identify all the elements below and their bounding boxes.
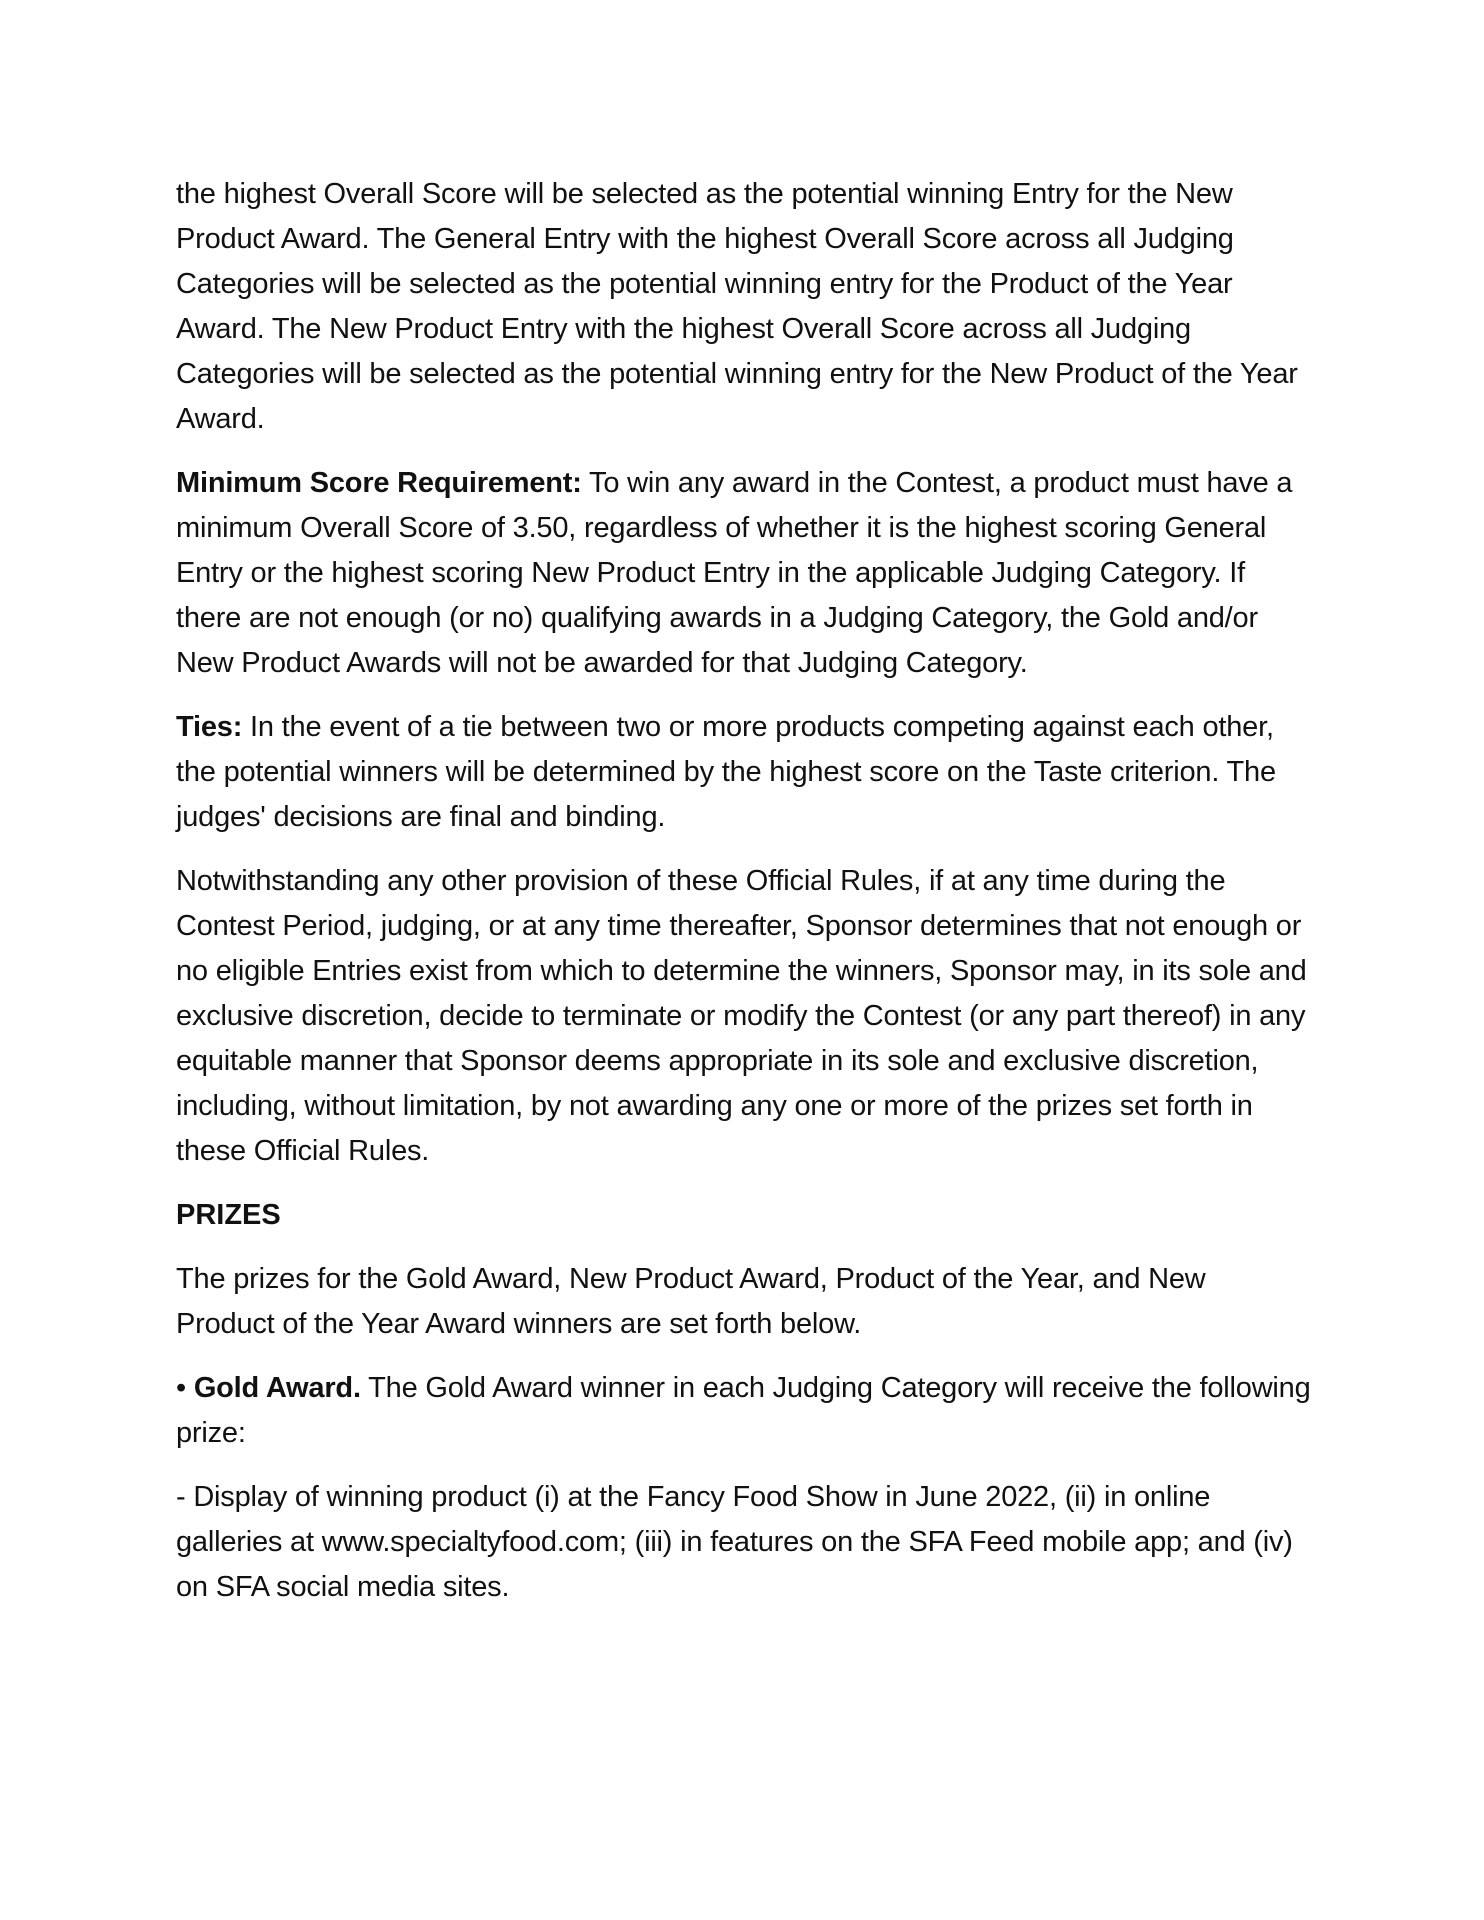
- prizes-intro: The prizes for the Gold Award, New Product Award, Product of the Year, and New Product of the Year Award winners are set forth below.: [176, 1263, 1206, 1340]
- paragraph-ties: [176, 705, 1311, 840]
- minimum-score-text: To win any award in the Contest, a product must have a minimum Overall Score of 3.50, regardless of whether it is the highest scoring General Entry or the highest scoring New Product Entry in the applicable Judging Category. If there are not enough (or no) qualifying awards in a Judging Category, the Gold and/or New Product Awards will not be awarded for that Judging Category.: [176, 467, 1293, 679]
- minimum-score-label: Minimum Score Requirement:: [176, 467, 582, 499]
- paragraph-minimum-score: [176, 461, 1311, 686]
- gold-award-label: Gold Award.: [193, 1372, 361, 1404]
- ties-label: Ties:: [176, 711, 243, 743]
- prizes-heading: PRIZES: [176, 1199, 281, 1231]
- gold-award-text: The Gold Award winner in each Judging Category will receive the following prize:: [176, 1372, 1311, 1449]
- gold-award-prize: - Display of winning product (i) at the Fancy Food Show in June 2022, (ii) in online galleries at www.specialtyfood.com; (iii) in features on the SFA Feed mobile app; and (iv) on SFA social media sites.: [176, 1481, 1293, 1603]
- document-page: [176, 172, 1311, 1629]
- gold-award-bullet: [176, 1366, 1311, 1456]
- bullet-marker: •: [176, 1372, 194, 1404]
- ties-text: In the event of a tie between two or more products competing against each other, the potential winners will be determined by the highest score on the Taste criterion. The judges' decisions are final and binding.: [176, 711, 1276, 833]
- paragraph-award-selection: the highest Overall Score will be selected as the potential winning Entry for the New Product Award. The General Entry with the highest Overall Score across all Judging Categories will be selected as the potential winning entry for the Product of the Year Award. The New Product Entry with the highest Overall Score across all Judging Categories will be selected as the potential winning entry for the New Product of the Year Award.: [176, 178, 1298, 435]
- paragraph-notwithstanding: Notwithstanding any other provision of these Official Rules, if at any time during the Contest Period, judging, or at any time thereafter, Sponsor determines that not enough or no eligible Entries exist from which to determine the winners, Sponsor may, in its sole and exclusive discretion, decide to terminate or modify the Contest (or any part thereof) in any equitable manner that Sponsor deems appropriate in its sole and exclusive discretion, including, without limitation, by not awarding any one or more of the prizes set forth in these Official Rules.: [176, 865, 1307, 1167]
